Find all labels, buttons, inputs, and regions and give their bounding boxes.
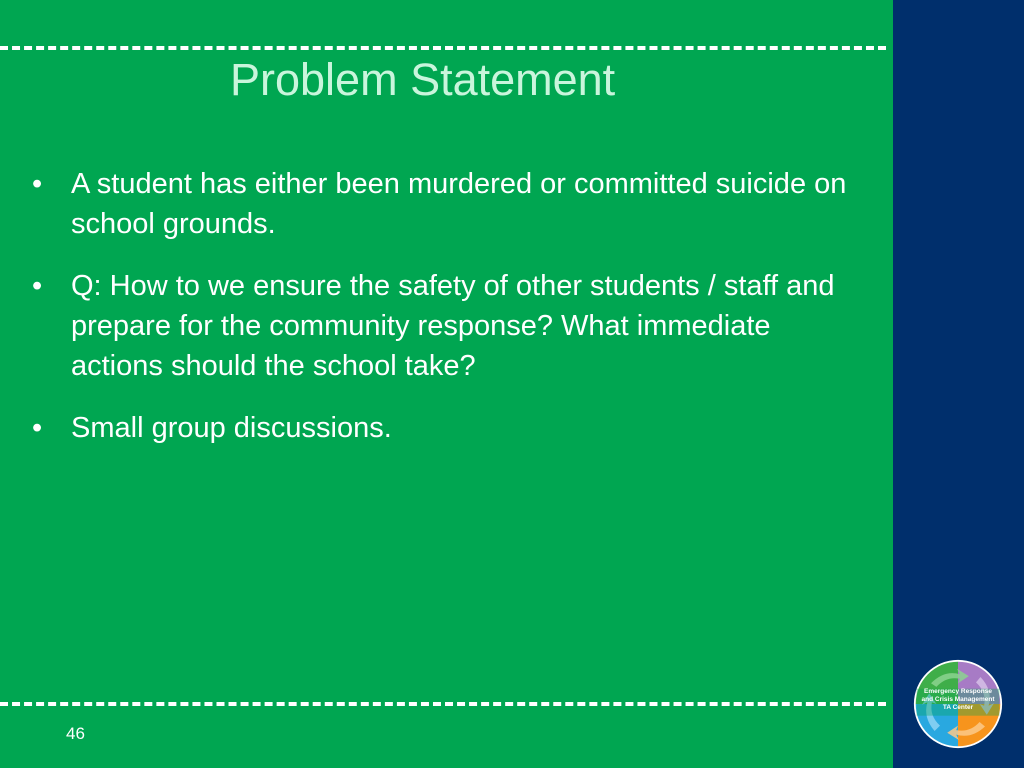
bullet-list bbox=[30, 164, 850, 470]
bullet-text: A student has either been murdered or committed suicide on school grounds. bbox=[71, 168, 847, 240]
bullet-item bbox=[30, 266, 850, 386]
bullet-marker: • bbox=[32, 270, 43, 302]
logo-caption bbox=[913, 688, 1003, 712]
bottom-dashed-divider bbox=[0, 702, 886, 706]
bullet-text: Q: How to we ensure the safety of other students / staff and prepare for the community response? What immediate actions should the school take? bbox=[71, 270, 835, 382]
bullet-marker: • bbox=[32, 168, 43, 200]
logo-caption-line: TA Center bbox=[942, 704, 974, 711]
bullet-text: Small group discussions. bbox=[71, 412, 392, 444]
right-sidebar-band bbox=[893, 0, 1024, 768]
logo-caption-line: and Crisis Management bbox=[921, 696, 995, 703]
top-dashed-divider bbox=[0, 46, 886, 50]
logo-caption-line: Emergency Response bbox=[924, 688, 992, 695]
bullet-item bbox=[30, 408, 850, 448]
slide-title: Problem Statement bbox=[230, 54, 616, 105]
bullet-item bbox=[30, 164, 850, 244]
bullet-marker: • bbox=[32, 412, 43, 444]
page-number: 46 bbox=[66, 724, 85, 743]
